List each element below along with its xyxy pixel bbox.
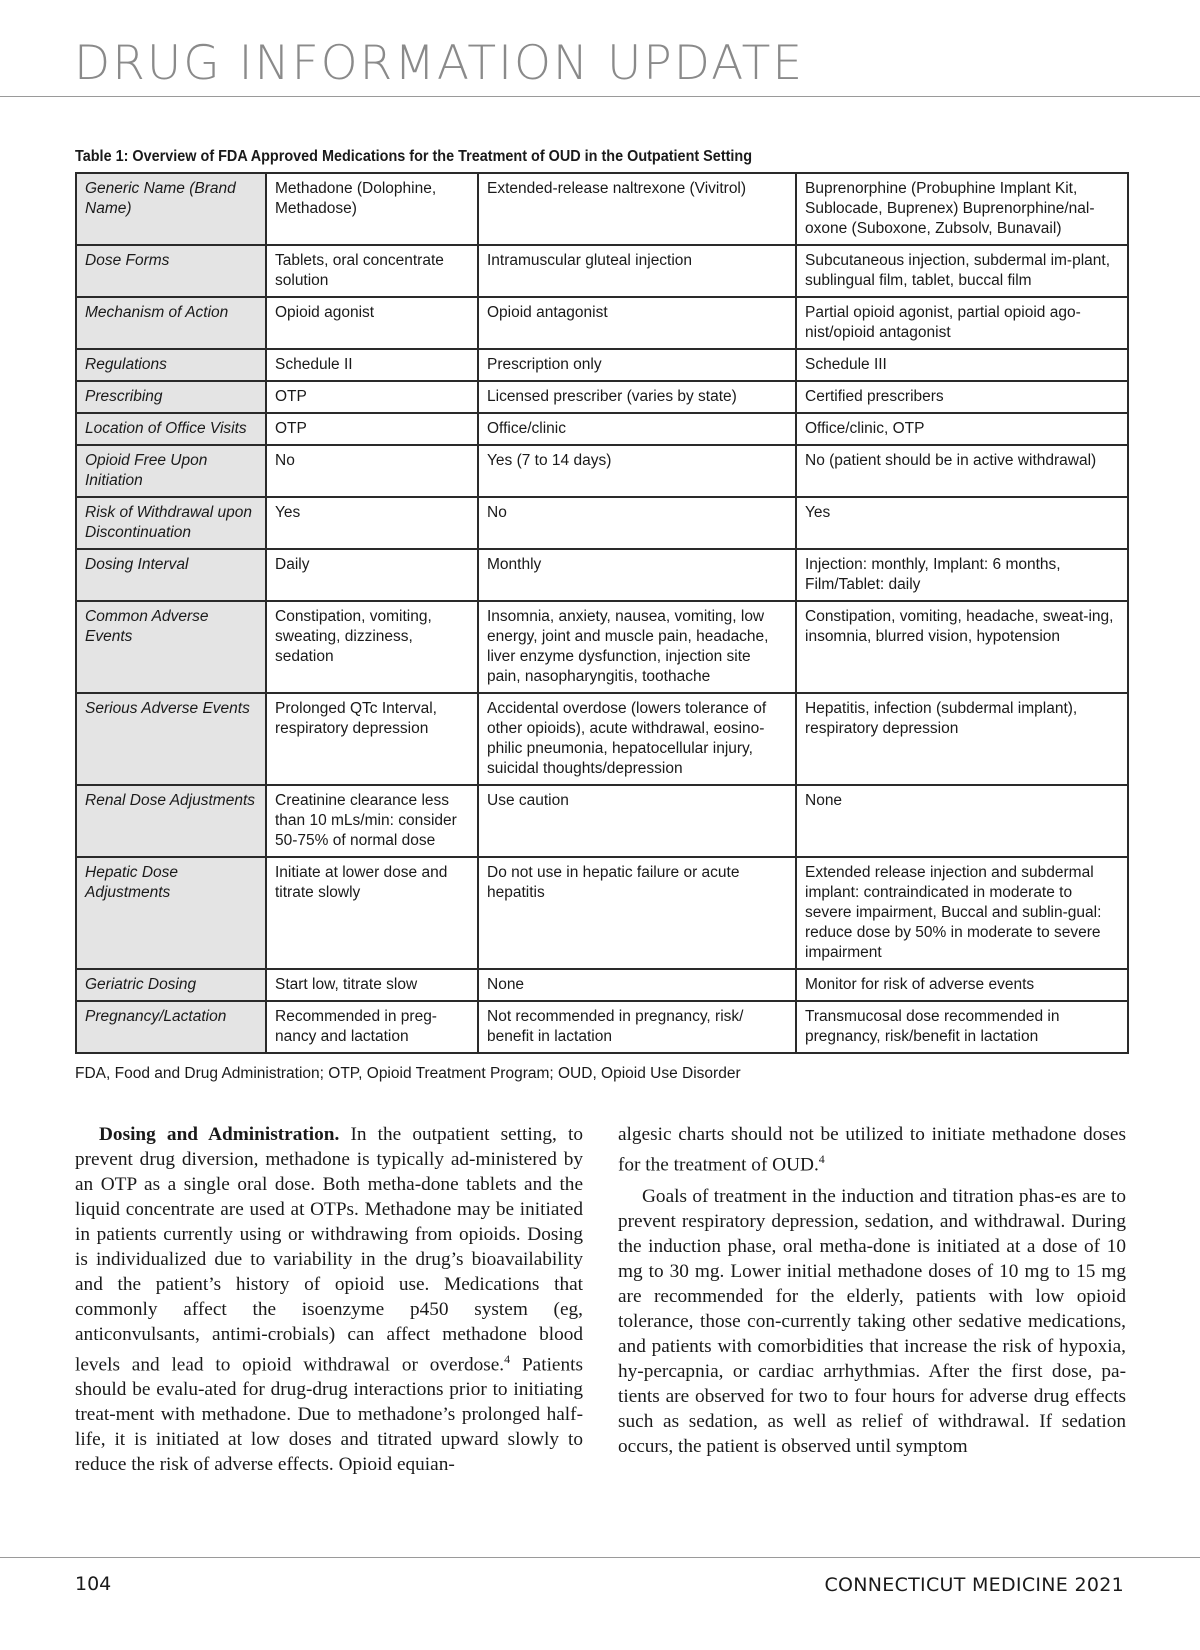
body-column-right [618, 1122, 1126, 1459]
cell-text: Monitor for risk of adverse events [805, 976, 1035, 993]
row-header [76, 173, 266, 245]
table-cell [266, 245, 478, 297]
cell-text: Yes [275, 504, 301, 521]
table-cell [478, 173, 796, 245]
table-caption: Table 1: Overview of FDA Approved Medications for the Treatment of OUD in the Outpatient Setting [75, 148, 753, 165]
cell-text: Constipation, vomiting, headache, sweat-ing, insomnia, blurred vision, hypotension [805, 608, 1114, 645]
row-header [76, 693, 266, 785]
table-cell [796, 601, 1128, 693]
header-divider [0, 96, 1200, 97]
cell-text: None [487, 976, 525, 993]
row-header [76, 601, 266, 693]
row-header [76, 785, 266, 857]
table-cell [266, 413, 478, 445]
cell-text: Office/clinic, OTP [805, 420, 925, 437]
cell-text: Yes [805, 504, 831, 521]
row-header [76, 297, 266, 349]
body-paragraph [618, 1122, 1126, 1177]
table-cell [266, 969, 478, 1001]
journal-name: CONNECTICUT MEDICINE 2021 [824, 1574, 1124, 1596]
table-cell [478, 445, 796, 497]
table-row [76, 413, 1128, 445]
table-cell [478, 601, 796, 693]
table-row [76, 857, 1128, 969]
paragraph-text: Patients should be evalu-ated for drug-drug interactions prior to initiating treat-ment with methadone. Due to methadone’s prolonged half-life, it is initiated at low doses and titrated upward slowly to reduce the risk of adverse effects. Opioid equian- [75, 1354, 583, 1476]
footer-divider [0, 1557, 1200, 1558]
row-header-label: Mechanism of Action [85, 304, 229, 321]
table-row [76, 349, 1128, 381]
table-cell [478, 381, 796, 413]
table-row [76, 297, 1128, 349]
cell-text: OTP [275, 388, 307, 405]
cell-text: Prolonged QTc Interval, respiratory depression [275, 700, 437, 737]
table-cell [266, 445, 478, 497]
cell-text: No [275, 452, 295, 469]
cell-text: Start low, titrate slow [275, 976, 418, 993]
table-row [76, 173, 1128, 245]
table-cell [796, 297, 1128, 349]
row-header [76, 497, 266, 549]
row-header-label: Location of Office Visits [85, 420, 247, 437]
cell-text: Partial opioid agonist, partial opioid ago-nist/opioid antagonist [805, 304, 1081, 341]
cell-text: OTP [275, 420, 307, 437]
table-cell [266, 497, 478, 549]
table-footnote: FDA, Food and Drug Administration; OTP, Opioid Treatment Program; OUD, Opioid Use Disorder [75, 1065, 741, 1082]
row-header-label: Dose Forms [85, 252, 170, 269]
table-row [76, 381, 1128, 413]
table-cell [266, 785, 478, 857]
cell-text: Opioid antagonist [487, 304, 608, 321]
table-cell [796, 857, 1128, 969]
table-row [76, 785, 1128, 857]
cell-text: Extended release injection and subdermal implant: contraindicated in moderate to severe impairment, Buccal and sublin-gual: reduce dose by 50% in moderate to severe impairment [805, 864, 1102, 961]
row-header [76, 1001, 266, 1053]
table-cell [478, 297, 796, 349]
row-header [76, 413, 266, 445]
table-row [76, 549, 1128, 601]
table-row [76, 497, 1128, 549]
cell-text: Buprenorphine (Probuphine Implant Kit, Sublocade, Buprenex) Buprenorphine/nal-oxone (Suboxone, Zubsolv, Bunavail) [805, 180, 1095, 237]
table-cell [478, 497, 796, 549]
reference-superscript: 4 [818, 1152, 825, 1166]
cell-text: Tablets, oral concentrate solution [275, 252, 444, 289]
table-cell [796, 693, 1128, 785]
cell-text: Office/clinic [487, 420, 566, 437]
row-header [76, 381, 266, 413]
cell-text: Creatinine clearance less than 10 mLs/min: consider 50-75% of normal dose [275, 792, 457, 849]
table-cell [796, 445, 1128, 497]
cell-text: Use caution [487, 792, 569, 809]
body-paragraph [75, 1122, 583, 1477]
cell-text: None [805, 792, 843, 809]
cell-text: Subcutaneous injection, subdermal im-plant, sublingual film, tablet, buccal film [805, 252, 1111, 289]
cell-text: Schedule III [805, 356, 887, 373]
table-cell [266, 601, 478, 693]
paragraph-text: Goals of treatment in the induction and titration phas-es are to prevent respiratory depression, sedation, and withdrawal. During the induction phase, oral metha-done is initiated at a dose of 10 mg to 30 mg. Lower initial methadone doses of 10 mg to 15 mg are recommended for the elderly, patients with low opioid tolerance, those con-currently taking other sedative medications, and patients with comorbidities that increase the risk of hypoxia, hy-percapnia, or cardiac arrhythmias. After the first dose, pa-tients are observed for two to four hours for adverse drug effects such as sedation, as well as relief of withdrawal. If sedation occurs, the patient is observed until symptom [618, 1186, 1126, 1458]
table-row [76, 969, 1128, 1001]
table-cell [266, 693, 478, 785]
section-lead-heading: Dosing and Administration. [99, 1124, 340, 1145]
medications-table [75, 172, 1129, 1054]
cell-text: Injection: monthly, Implant: 6 months, Film/Tablet: daily [805, 556, 1061, 593]
row-header-label: Regulations [85, 356, 167, 373]
row-header-label: Risk of Withdrawal upon Discontinuation [85, 504, 252, 541]
table-cell [266, 381, 478, 413]
reference-superscript: 4 [504, 1352, 511, 1366]
table-row [76, 445, 1128, 497]
row-header-label: Prescribing [85, 388, 163, 405]
cell-text: Initiate at lower dose and titrate slowly [275, 864, 448, 901]
table-cell [266, 857, 478, 969]
table-cell [478, 1001, 796, 1053]
table-cell [478, 785, 796, 857]
table-cell [266, 349, 478, 381]
page-header-title: DRUG INFORMATION UPDATE [74, 36, 805, 91]
table-row [76, 1001, 1128, 1053]
row-header [76, 857, 266, 969]
row-header-label: Generic Name (Brand Name) [85, 180, 236, 217]
table-cell [796, 549, 1128, 601]
cell-text: Accidental overdose (lowers tolerance of other opioids), acute withdrawal, eosino-philic pneumonia, hepatocellular injury, suicidal thoughts/depression [487, 700, 767, 777]
cell-text: Yes (7 to 14 days) [487, 452, 612, 469]
table-row [76, 601, 1128, 693]
cell-text: Prescription only [487, 356, 602, 373]
cell-text: No [487, 504, 507, 521]
table-cell [266, 297, 478, 349]
table-cell [478, 413, 796, 445]
table-cell [266, 173, 478, 245]
cell-text: Do not use in hepatic failure or acute hepatitis [487, 864, 740, 901]
table-cell [796, 381, 1128, 413]
table-row [76, 245, 1128, 297]
table-cell [796, 969, 1128, 1001]
cell-text: Monthly [487, 556, 542, 573]
table-cell [478, 349, 796, 381]
cell-text: Certified prescribers [805, 388, 944, 405]
cell-text: Hepatitis, infection (subdermal implant), respiratory depression [805, 700, 1078, 737]
row-header-label: Opioid Free Upon Initiation [85, 452, 208, 489]
cell-text: Not recommended in pregnancy, risk/ benefit in lactation [487, 1008, 744, 1045]
row-header-label: Renal Dose Adjustments [85, 792, 256, 809]
table-cell [478, 693, 796, 785]
table-cell [478, 549, 796, 601]
cell-text: Constipation, vomiting, sweating, dizziness, sedation [275, 608, 432, 665]
table-cell [478, 969, 796, 1001]
cell-text: Opioid agonist [275, 304, 375, 321]
table-cell [796, 245, 1128, 297]
table-cell [796, 785, 1128, 857]
table-cell [796, 497, 1128, 549]
row-header-label: Geriatric Dosing [85, 976, 197, 993]
table-cell [478, 245, 796, 297]
body-paragraph [618, 1184, 1126, 1459]
table-row [76, 693, 1128, 785]
row-header-label: Common Adverse Events [85, 608, 209, 645]
paragraph-text: In the outpatient setting, to prevent drug diversion, methadone is typically ad-ministered by an OTP as a single oral dose. Both metha-done tablets and the liquid concentrate are used at OTPs. Methadone may be initiated in patients currently using or withdrawing from opioids. Dosing is individualized due to variability in the drug’s bioavailability and the patient’s history of opioid use. Medications that commonly affect the isoenzyme p450 system (eg, anticonvulsants, antimi-crobials) can affect methadone blood levels and lead to opioid withdrawal or overdose. [75, 1124, 583, 1376]
row-header [76, 549, 266, 601]
cell-text: Licensed prescriber (varies by state) [487, 388, 737, 405]
row-header [76, 445, 266, 497]
table-cell [796, 413, 1128, 445]
cell-text: Intramuscular gluteal injection [487, 252, 693, 269]
table-cell [796, 173, 1128, 245]
row-header-label: Hepatic Dose Adjustments [85, 864, 179, 901]
table-cell [796, 349, 1128, 381]
paragraph-text: algesic charts should not be utilized to initiate methadone doses for the treatment of OUD. [618, 1124, 1126, 1176]
row-header [76, 969, 266, 1001]
table-cell [266, 1001, 478, 1053]
cell-text: Transmucosal dose recommended in pregnancy, risk/benefit in lactation [805, 1008, 1060, 1045]
table-cell [478, 857, 796, 969]
table-cell [796, 1001, 1128, 1053]
cell-text: Methadone (Dolophine, Methadose) [275, 180, 437, 217]
row-header [76, 349, 266, 381]
cell-text: Extended-release naltrexone (Vivitrol) [487, 180, 747, 197]
row-header-label: Dosing Interval [85, 556, 189, 573]
cell-text: Insomnia, anxiety, nausea, vomiting, low energy, joint and muscle pain, headache, liver enzyme dysfunction, injection site pain, nasopharyngitis, toothache [487, 608, 769, 685]
medications-table-body [76, 173, 1128, 1053]
cell-text: Schedule II [275, 356, 353, 373]
row-header-label: Serious Adverse Events [85, 700, 250, 717]
body-column-left [75, 1122, 583, 1477]
cell-text: Recommended in preg-nancy and lactation [275, 1008, 437, 1045]
cell-text: No (patient should be in active withdrawal) [805, 452, 1097, 469]
table-cell [266, 549, 478, 601]
row-header [76, 245, 266, 297]
page-number: 104 [75, 1573, 112, 1595]
cell-text: Daily [275, 556, 310, 573]
row-header-label: Pregnancy/Lactation [85, 1008, 227, 1025]
